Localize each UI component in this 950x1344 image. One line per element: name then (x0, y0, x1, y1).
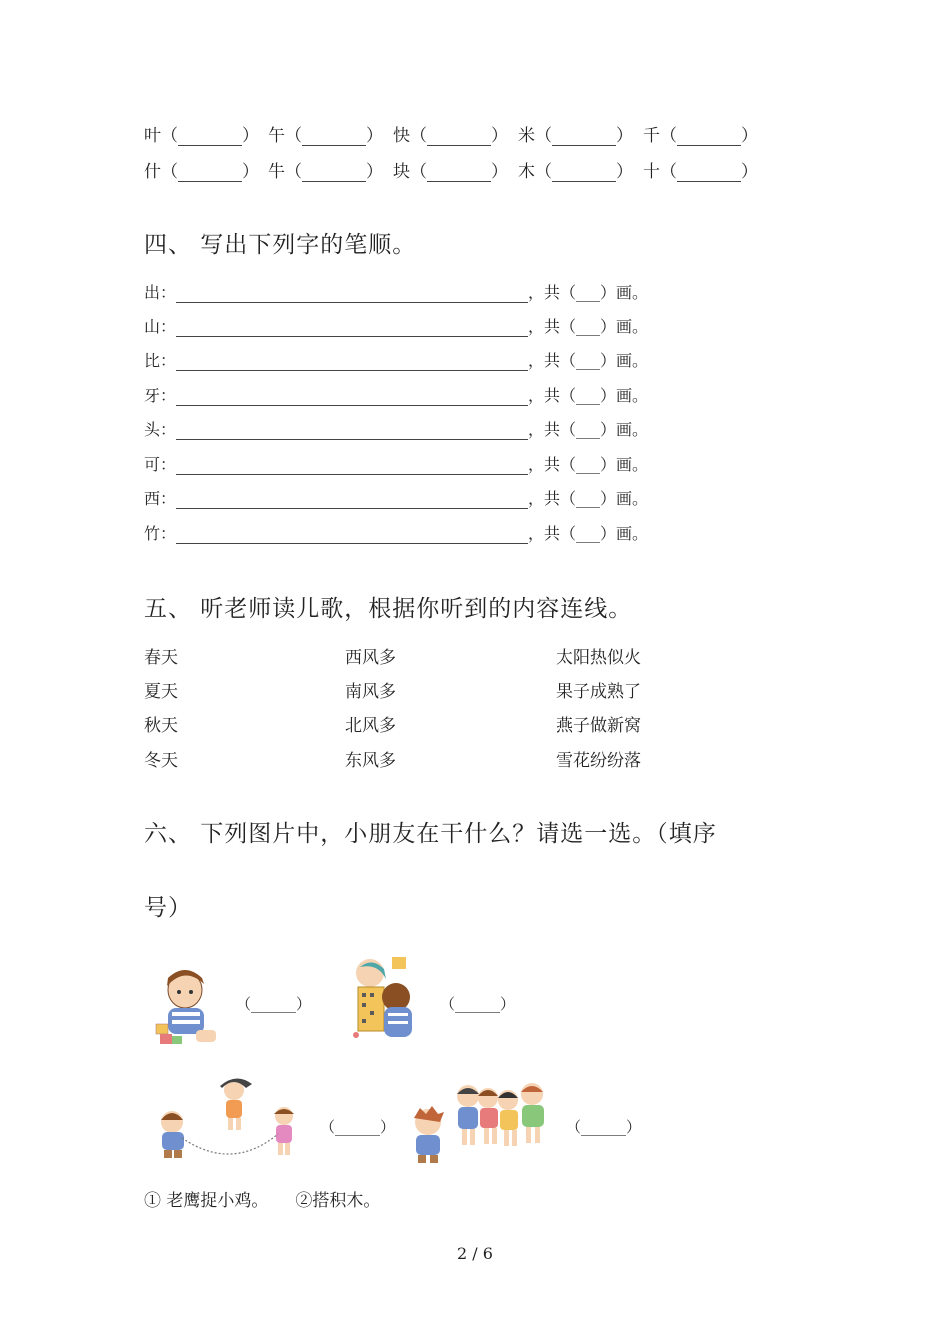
wind-cell: 东风多 (345, 751, 396, 771)
section-6-title: 六、 下列图片中，小朋友在干什么？请选一选。（填序 (144, 821, 717, 847)
season-cell: 春天 (144, 648, 178, 668)
scene-cell: 雪花纷纷落 (556, 751, 641, 771)
answer-line[interactable] (176, 387, 528, 406)
answer-blank-2[interactable]: （______） (440, 995, 516, 1013)
char-item: 块（ ） (393, 162, 508, 182)
answer-line[interactable] (176, 284, 528, 303)
char-item: 叶（ ） (144, 126, 259, 146)
stroke-order-row: 可： ，共（___）画。 (144, 455, 649, 474)
stroke-order-row: 西： ，共（___）画。 (144, 489, 649, 508)
stroke-order-row: 头： ，共（___）画。 (144, 420, 649, 439)
section-4-title: 四、 写出下列字的笔顺。 (144, 232, 417, 258)
wind-cell: 西风多 (345, 648, 396, 668)
answer-options: ① 老鹰捉小鸡。 ②搭积木。 (144, 1191, 381, 1211)
wind-cell: 南风多 (345, 682, 396, 702)
char-item: 木（ ） (518, 162, 633, 182)
answer-line[interactable] (176, 525, 528, 544)
scene-cell: 太阳热似火 (556, 648, 641, 668)
season-cell: 冬天 (144, 751, 178, 771)
char-item: 什（ ） (144, 162, 259, 182)
answer-line[interactable] (176, 490, 528, 509)
char-item: 午（ ） (268, 126, 383, 146)
girls-playing-blocks-image (348, 955, 418, 1045)
season-cell: 秋天 (144, 716, 178, 736)
char-pair-row-1 (144, 121, 259, 146)
boy-building-blocks-image (152, 962, 218, 1046)
char-item: 米（ ） (518, 126, 633, 146)
section-5-title: 五、 听老师读儿歌，根据你听到的内容连线。 (144, 596, 633, 622)
stroke-order-row: 山： ，共（___）画。 (144, 317, 649, 336)
char-item: 千（ ） (643, 126, 758, 146)
answer-line[interactable] (176, 352, 528, 371)
section-6-title-cont: 号） (144, 895, 192, 921)
answer-blank-4[interactable]: （______） (566, 1118, 642, 1136)
answer-blank-1[interactable]: （______） (236, 995, 312, 1013)
answer-blank-3[interactable]: （______） (320, 1118, 396, 1136)
stroke-order-row: 竹： ，共（___）画。 (144, 524, 649, 543)
kids-jumping-rope-image (152, 1076, 302, 1162)
char-item: 快（ ） (393, 126, 508, 146)
char-item: 十（ ） (643, 162, 758, 182)
char-item: 牛（ ） (268, 162, 383, 182)
page-number: 2 / 6 (457, 1244, 493, 1263)
wind-cell: 北风多 (345, 716, 396, 736)
stroke-order-row: 比： ，共（___）画。 (144, 351, 649, 370)
stroke-order-row: 牙： ，共（___）画。 (144, 386, 649, 405)
kids-playing-eagle-catch-chicks-image (410, 1078, 552, 1164)
season-cell: 夏天 (144, 682, 178, 702)
stroke-order-row: 出： ，共（___）画。 (144, 283, 649, 302)
answer-line[interactable] (176, 421, 528, 440)
answer-line[interactable] (176, 456, 528, 475)
scene-cell: 燕子做新窝 (556, 716, 641, 736)
scene-cell: 果子成熟了 (556, 682, 641, 702)
answer-line[interactable] (176, 318, 528, 337)
